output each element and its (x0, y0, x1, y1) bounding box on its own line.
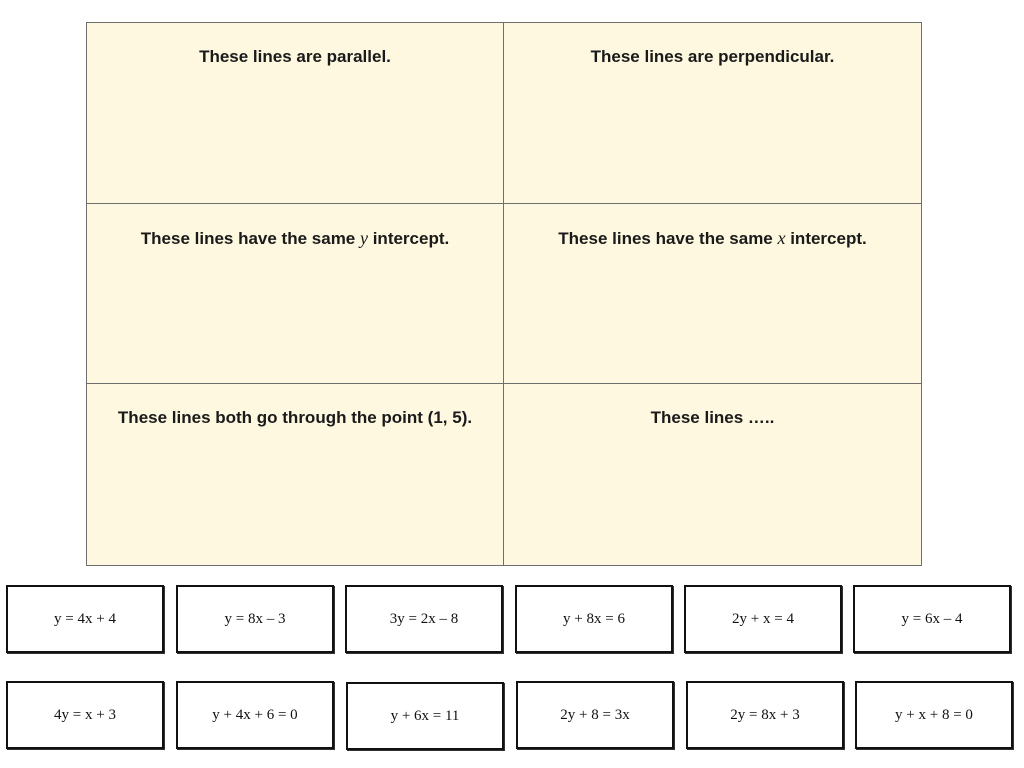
drop-zone-through-point[interactable] (87, 384, 504, 565)
zone-label: These lines have the same x intercept. (558, 227, 867, 248)
equation-card[interactable]: y = 6x – 4 (853, 585, 1011, 653)
zone-label: These lines both go through the point (1, 5). (117, 408, 473, 428)
equation-card[interactable]: y = 4x + 4 (6, 585, 164, 653)
equation-card[interactable]: 2y = 8x + 3 (686, 681, 844, 749)
equation-card[interactable]: 3y = 2x – 8 (345, 585, 503, 653)
drop-zone-same-x-intercept[interactable] (504, 204, 921, 385)
equation-card[interactable]: y = 8x – 3 (176, 585, 334, 653)
equation-card[interactable]: y + 4x + 6 = 0 (176, 681, 334, 749)
zone-label: These lines are parallel. (199, 47, 391, 66)
drop-zone-same-y-intercept[interactable] (87, 204, 504, 385)
sorting-board (86, 22, 922, 566)
drop-zone-parallel[interactable] (87, 23, 504, 204)
equation-card[interactable]: 2y + x = 4 (684, 585, 842, 653)
drop-zone-other[interactable] (504, 384, 921, 565)
equation-card[interactable]: 4y = x + 3 (6, 681, 164, 749)
zone-label: These lines are perpendicular. (590, 47, 835, 66)
equation-card[interactable]: 2y + 8 = 3x (516, 681, 674, 749)
zone-label: These lines ….. (650, 408, 775, 428)
drop-zone-perpendicular[interactable] (504, 23, 921, 204)
zone-label: These lines have the same y intercept. (140, 227, 450, 248)
equation-card[interactable]: y + 6x = 11 (346, 682, 504, 750)
equation-card[interactable]: y + x + 8 = 0 (855, 681, 1013, 749)
equation-card[interactable]: y + 8x = 6 (515, 585, 673, 653)
